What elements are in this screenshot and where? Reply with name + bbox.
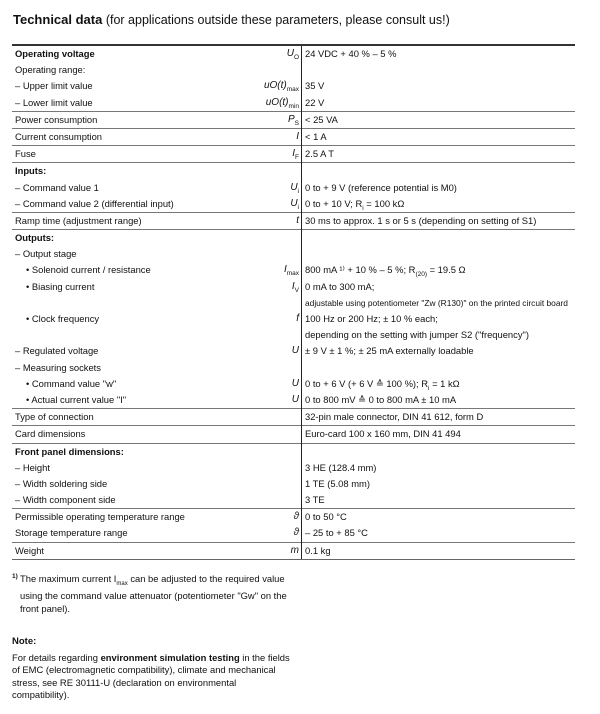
value-text: 0 mA to 300 mA; <box>305 280 375 292</box>
value-post: = 100 kΩ <box>363 197 405 209</box>
table-group <box>12 213 575 230</box>
table-row <box>12 327 575 343</box>
parameter-label: Card dimensions <box>15 428 86 440</box>
table-row <box>12 262 575 278</box>
symbol-post: O(t) <box>269 80 287 92</box>
symbol-main: U <box>291 377 299 389</box>
symbol-main: I <box>291 280 295 292</box>
table-row <box>12 129 575 145</box>
table-group <box>12 230 575 409</box>
table-row <box>12 543 575 559</box>
table-group <box>12 146 575 163</box>
value-subscript: (20) <box>415 271 427 279</box>
parameter-symbol <box>292 376 299 392</box>
symbol-subscript: max <box>286 270 299 278</box>
table-row <box>12 460 575 476</box>
symbol-main: U <box>286 48 294 59</box>
parameter-symbol <box>291 543 299 559</box>
value-text: 1 TE (5.08 mm) <box>305 477 370 489</box>
parameter-value <box>305 509 347 525</box>
value-text: 0.1 kg <box>305 544 331 556</box>
parameter-value <box>305 460 376 476</box>
value-subscript: i <box>428 384 430 392</box>
symbol-subscript: O <box>293 54 299 61</box>
parameter-label: Storage temperature range <box>15 527 128 539</box>
table-row <box>12 426 575 442</box>
symbol-main: u <box>265 96 272 108</box>
table-row <box>12 311 575 327</box>
parameter-value <box>305 476 370 492</box>
value-text: 30 ms to approx. 1 s or 5 s (depending on setting of S1) <box>305 214 537 226</box>
parameter-symbol <box>296 129 299 145</box>
parameter-label: Inputs: <box>15 165 47 177</box>
value-text: 35 V <box>305 80 325 92</box>
symbol-main: U <box>291 345 299 357</box>
value-post: = 1 kΩ <box>429 377 460 389</box>
parameter-label: Weight <box>15 544 45 556</box>
parameter-label: – Measuring sockets <box>15 361 101 373</box>
symbol-main: U <box>290 181 298 193</box>
table-group <box>12 46 575 112</box>
parameter-label: • Biasing current <box>26 280 95 292</box>
value-text: 100 Hz or 200 Hz; ± 10 % each; <box>305 313 438 324</box>
table-row <box>12 163 575 179</box>
parameter-label: – Height <box>15 461 50 473</box>
parameter-value <box>305 327 529 343</box>
symbol-subscript: max <box>286 86 299 94</box>
parameter-value <box>305 146 334 162</box>
parameter-label: – Regulated voltage <box>15 345 99 357</box>
symbol-main: t <box>296 214 299 226</box>
parameter-label: Type of connection <box>15 411 94 423</box>
parameter-label: Fuse <box>15 148 36 160</box>
value-text: 0 to + 10 V; R <box>305 197 363 209</box>
parameter-label: – Command value 1 <box>15 181 99 193</box>
parameter-label: • Clock frequency <box>26 313 100 324</box>
parameter-label: Current consumption <box>15 130 103 142</box>
table-group <box>12 163 575 213</box>
parameter-label: – Command value 2 (differential input) <box>15 197 174 209</box>
value-post: = 19.5 Ω <box>427 264 466 276</box>
parameter-label: • Solenoid current / resistance <box>26 264 151 276</box>
table-row <box>12 492 575 508</box>
parameter-label: • Command value "w" <box>26 377 117 389</box>
table-group <box>12 426 575 443</box>
parameter-value <box>305 525 368 541</box>
table-row <box>12 343 575 359</box>
value-text: 22 V <box>305 96 325 108</box>
symbol-subscript: S <box>294 119 299 127</box>
parameter-value <box>305 543 331 559</box>
symbol-subscript: F <box>295 154 299 162</box>
note-heading: Note: <box>12 636 37 647</box>
value-text: 3 TE <box>305 494 325 506</box>
symbol-main: ϑ <box>293 511 299 523</box>
table-row <box>12 180 575 196</box>
table-row <box>12 112 575 128</box>
table-row <box>12 78 575 94</box>
parameter-value <box>305 492 325 508</box>
parameter-value <box>305 409 483 425</box>
parameter-value <box>305 392 456 408</box>
value-text: 0 to 800 mV ≙ 0 to 800 mA ± 10 mA <box>305 393 457 405</box>
table-row <box>12 376 575 392</box>
parameter-value <box>305 180 457 196</box>
parameter-symbol <box>296 213 299 229</box>
parameter-value <box>305 46 396 62</box>
table-row <box>12 409 575 425</box>
parameter-label: – Upper limit value <box>15 80 93 92</box>
symbol-subscript: i <box>297 203 299 211</box>
parameter-value <box>305 343 474 359</box>
table-group <box>12 543 575 559</box>
parameter-label: Front panel dimensions: <box>15 445 124 457</box>
parameter-value <box>305 426 461 442</box>
symbol-post: O(t) <box>271 96 289 108</box>
symbol-subscript: i <box>297 187 299 195</box>
table-row <box>12 279 575 295</box>
table-group <box>12 409 575 426</box>
table-row <box>12 62 575 78</box>
table-group <box>12 444 575 510</box>
symbol-main: I <box>283 264 287 276</box>
parameter-value <box>305 112 338 128</box>
table-row <box>12 196 575 212</box>
table-row <box>12 360 575 376</box>
parameter-label: Operating range: <box>15 64 86 76</box>
table-row <box>12 295 575 311</box>
value-text: Euro-card 100 x 160 mm, DIN 41 494 <box>305 428 461 440</box>
value-text: 0 to + 9 V (reference potential is M0) <box>305 181 457 193</box>
value-text: 32-pin male connector, DIN 41 612, form D <box>305 411 484 423</box>
parameter-value <box>305 295 568 311</box>
value-text: depending on the setting with jumper S2 ("frequency") <box>305 329 529 341</box>
parameter-symbol <box>292 392 299 408</box>
value-text: ± 9 V ± 1 %; ± 25 mA externally loadable <box>305 345 474 357</box>
symbol-main: f <box>296 313 299 324</box>
parameter-label: – Width soldering side <box>15 477 108 489</box>
parameter-label: – Width component side <box>15 494 116 506</box>
table-row <box>12 213 575 229</box>
value-subscript: i <box>362 204 364 212</box>
parameter-value <box>305 213 536 229</box>
technical-data-table <box>12 44 575 560</box>
parameter-label: • Actual current value "I" <box>26 393 127 405</box>
parameter-label: Ramp time (adjustment range) <box>15 214 142 226</box>
symbol-main: U <box>291 393 299 405</box>
parameter-value <box>305 78 324 94</box>
symbol-main: U <box>290 197 298 209</box>
value-text: 800 mA ¹⁾ + 10 % – 5 %; R <box>305 264 416 276</box>
table-row <box>12 146 575 162</box>
table-group <box>12 112 575 129</box>
table-row <box>12 95 575 111</box>
parameter-label: Outputs: <box>15 232 55 244</box>
note-text: For details regarding environment simulation testing in the fields of EMC (electromagnetic compatibility), climate and mechanical stress, see RE 30111-U (declaration on environmental compatibility). <box>12 652 290 700</box>
value-text: 3 HE (128.4 mm) <box>305 461 377 473</box>
table-row <box>12 392 575 408</box>
table-row <box>12 246 575 262</box>
parameter-label: Power consumption <box>15 113 98 125</box>
parameter-symbol <box>294 525 300 541</box>
page-title: Technical data (for applications outside these parameters, please consult us!) <box>13 12 450 27</box>
footnote: 1) The maximum current $I_{max}$ can be adjusted to the required value using the command value attenuator (potentiometer "Gw" on the front panel). <box>12 573 287 614</box>
symbol-main: I <box>296 130 299 142</box>
symbol-main: u <box>263 80 270 92</box>
parameter-value <box>305 279 374 295</box>
parameter-label: – Output stage <box>15 248 77 260</box>
table-row <box>12 230 575 246</box>
value-text: 24 VDC + 40 % – 5 % <box>305 48 397 59</box>
value-text: < 1 A <box>305 130 327 142</box>
symbol-subscript: min <box>288 102 299 110</box>
parameter-label: Operating voltage <box>15 48 95 59</box>
parameter-value <box>305 95 324 111</box>
table-group <box>12 509 575 542</box>
symbol-main: I <box>292 148 296 160</box>
table-row <box>12 444 575 460</box>
parameter-value <box>305 129 327 145</box>
symbol-main: P <box>287 113 295 125</box>
value-text: 0 to 50 °C <box>305 511 347 523</box>
value-text: adjustable using potentiometer "Zw (R130)" on the printed circuit board <box>305 297 568 308</box>
table-row <box>12 509 575 525</box>
parameter-symbol <box>294 509 300 525</box>
parameter-label: – Lower limit value <box>15 96 93 108</box>
parameter-symbol <box>296 311 299 327</box>
value-text: – 25 to + 85 °C <box>305 527 368 539</box>
table-group <box>12 129 575 146</box>
table-row <box>12 476 575 492</box>
parameter-symbol <box>292 343 299 359</box>
value-text: 0 to + 6 V (+ 6 V ≙ 100 %); R <box>305 377 429 389</box>
symbol-main: ϑ <box>293 527 299 539</box>
table-row <box>12 525 575 541</box>
value-text: < 25 VA <box>305 113 338 125</box>
parameter-label: Permissible operating temperature range <box>15 511 185 523</box>
table-row <box>12 46 575 62</box>
symbol-subscript: V <box>294 286 299 294</box>
symbol-main: m <box>290 544 299 556</box>
parameter-value <box>305 311 438 327</box>
value-text: 2.5 A T <box>305 148 335 160</box>
